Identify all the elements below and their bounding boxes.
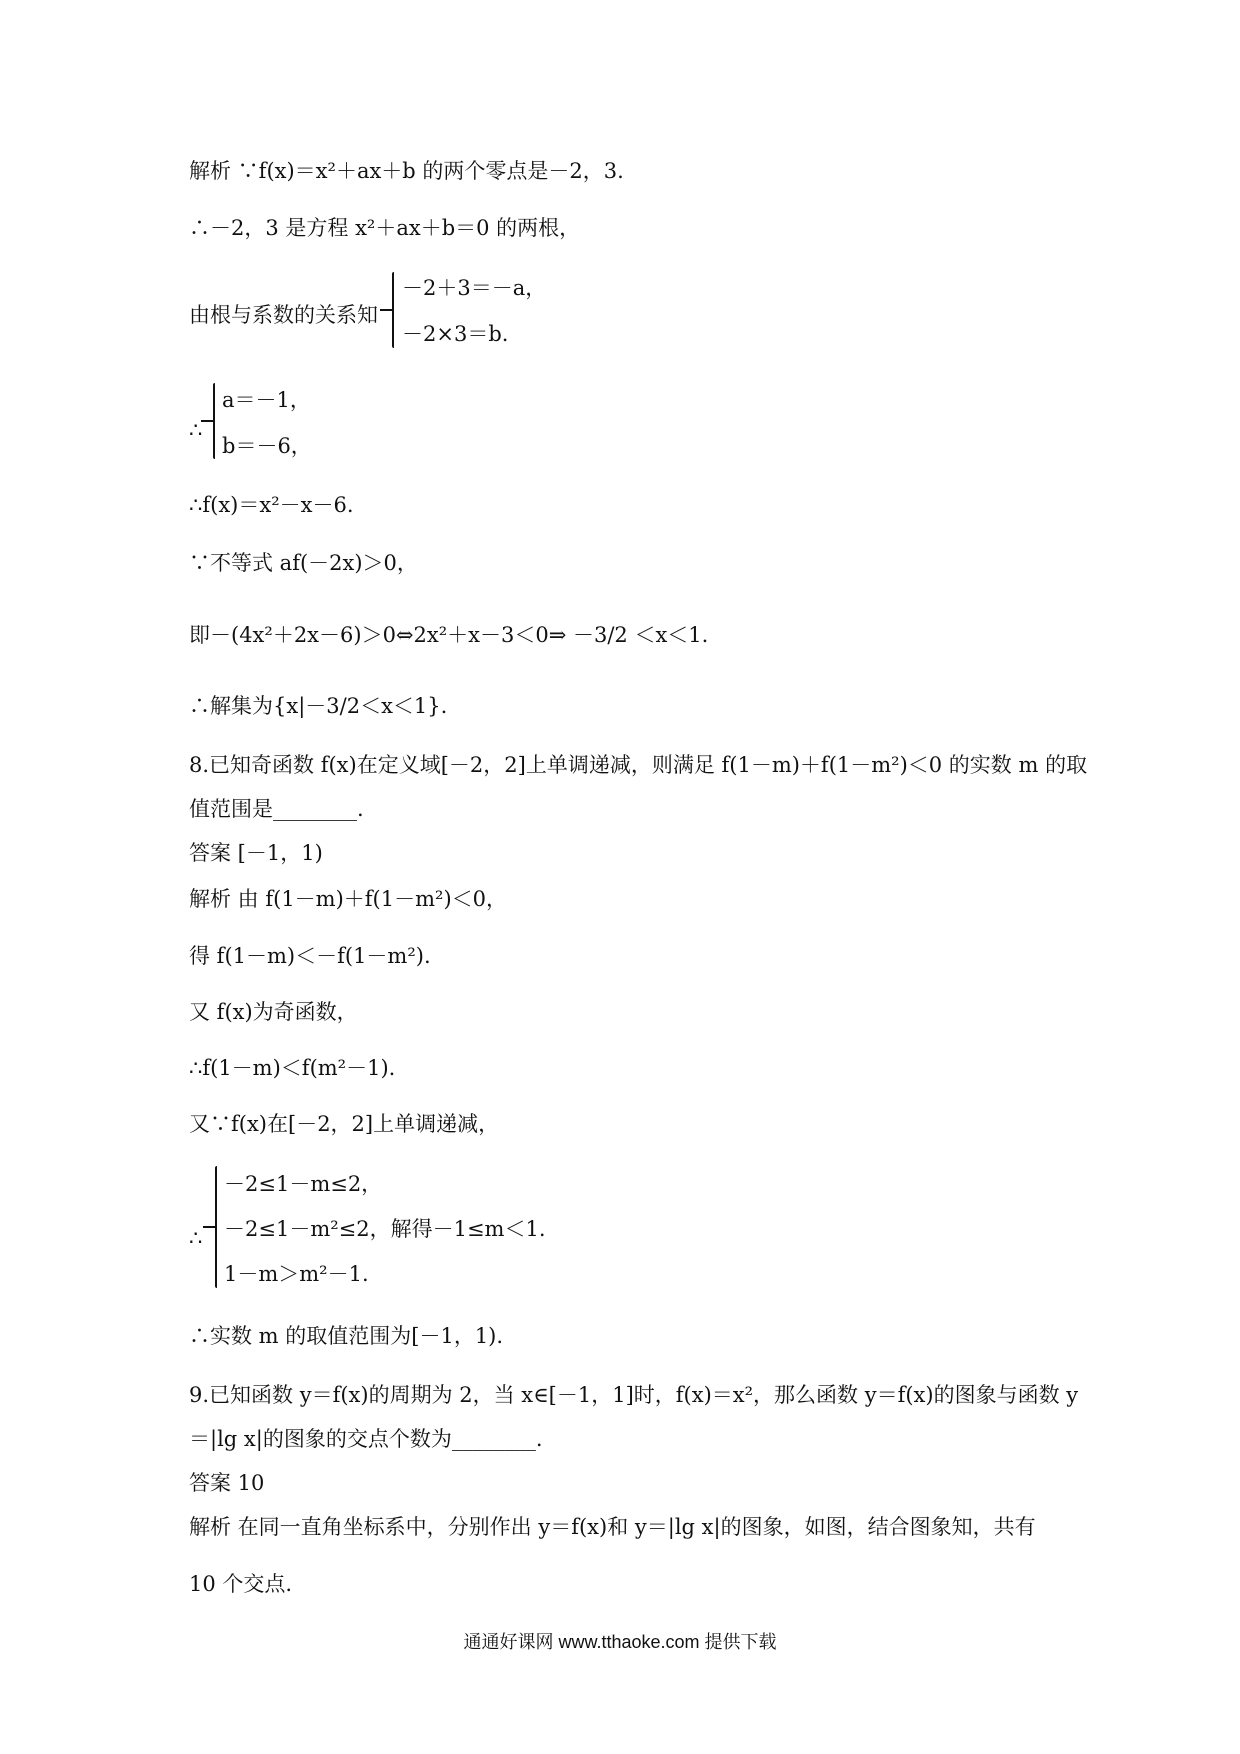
equation: －2×3＝b. <box>402 322 509 346</box>
text-line: 解析 ∵f(x)＝x²＋ax＋b 的两个零点是－2，3. <box>189 159 624 183</box>
text-line: 解析 由 f(1－m)＋f(1－m²)＜0， <box>189 887 507 911</box>
text-line: ∴－2，3 是方程 x²＋ax＋b＝0 的两根， <box>189 216 581 240</box>
answer-8: 答案 [－1，1) <box>189 841 323 865</box>
equation: b＝－6， <box>222 434 312 458</box>
equation: a＝－1， <box>222 388 311 412</box>
text-line: ∴解集为{x|－3/2＜x＜1}. <box>189 694 448 718</box>
answer-9: 答案 10 <box>189 1471 265 1495</box>
text-line: 又∵f(x)在[－2，2]上单调递减， <box>189 1112 500 1136</box>
question-8-line: 值范围是________. <box>189 797 364 821</box>
text-line: 解析 在同一直角坐标系中，分别作出 y＝f(x)和 y＝|lg x|的图象，如图，结合图象知，共有 <box>189 1515 1036 1539</box>
page-footer: 通通好课网 www.tthaoke.com 提供下载 <box>463 1632 777 1652</box>
brace <box>392 272 394 348</box>
text-line: 又 f(x)为奇函数， <box>189 1000 358 1024</box>
question-8-line: 8.已知奇函数 f(x)在定义域[－2，2]上单调递减，则满足 f(1－m)＋f(1－m²)＜0 的实数 m 的取 <box>189 753 1088 777</box>
text-line: ∴ <box>189 1226 203 1250</box>
question-9-line: ＝|lg x|的图象的交点个数为________. <box>189 1427 543 1451</box>
text-line: 由根与系数的关系知 <box>189 303 378 327</box>
text-line: ∵不等式 af(－2x)＞0， <box>189 551 418 575</box>
text-line: ∴f(x)＝x²－x－6. <box>189 493 354 517</box>
brace <box>213 383 215 459</box>
text-line: 即－(4x²＋2x－6)＞0⇔2x²＋x－3＜0⇒ －3/2 ＜x＜1. <box>189 623 709 647</box>
equation: －2＋3＝－a， <box>402 276 547 300</box>
text-line: ∴ <box>189 418 203 442</box>
text-line: ∴f(1－m)＜f(m²－1). <box>189 1056 396 1080</box>
brace <box>215 1166 217 1288</box>
equation: －2≤1－m≤2， <box>224 1172 383 1196</box>
text-line: 得 f(1－m)＜－f(1－m²). <box>189 944 431 968</box>
equation: 1－m＞m²－1. <box>224 1262 369 1286</box>
question-9-line: 9.已知函数 y＝f(x)的周期为 2，当 x∈[－1，1]时，f(x)＝x²，那么函数 y＝f(x)的图象与函数 y <box>189 1383 1079 1407</box>
text-line: ∴实数 m 的取值范围为[－1，1). <box>189 1324 504 1348</box>
equation: －2≤1－m²≤2，解得－1≤m＜1. <box>224 1217 546 1241</box>
text-line: 10 个交点. <box>189 1572 293 1596</box>
